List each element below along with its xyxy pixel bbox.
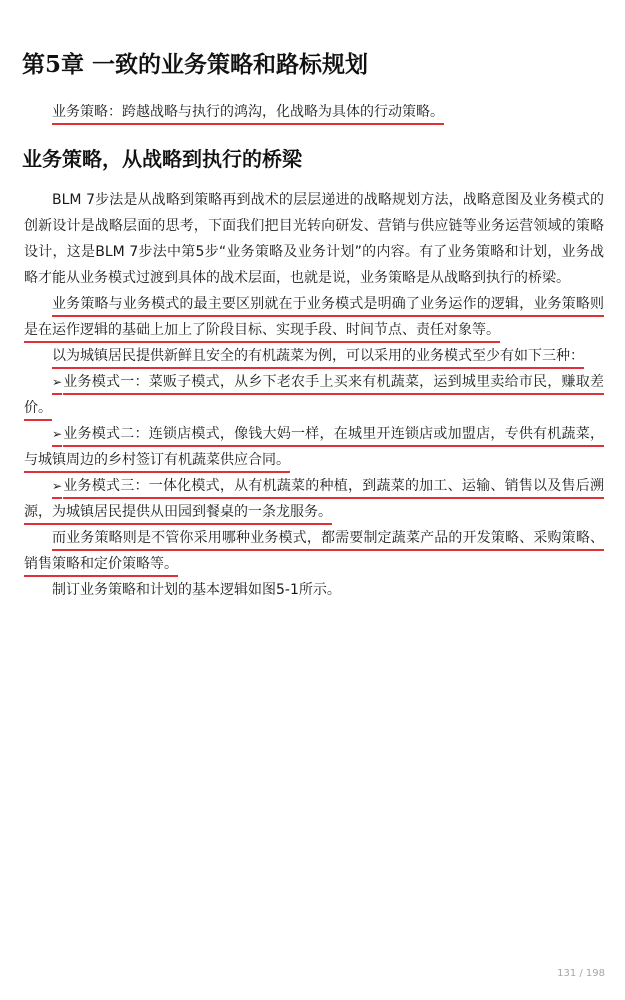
bullet-arrow-icon: ➢ [52, 427, 63, 441]
chapter-title: 第5章 一致的业务策略和路标规划 [22, 51, 369, 78]
bullet-arrow-icon: ➢ [52, 375, 63, 389]
paragraph: BLM 7步法是从战略到策略再到战术的层层递进的战略规划方法，战略意图及业务模式的创新设计是战略层面的思考，下面我们把目光转向研发、营销与供应链等业务运营领域的策略设计，这是BLM 7步法中第5步“业务策略及业务计划”的内容。有了业务策略和计划，业务战略才能从业务模式过渡到具体的战术层面，也就是说，业务策略是从战略到执行的桥梁。 [24, 192, 604, 286]
chapter-summary [52, 99, 444, 125]
paragraph [24, 291, 604, 343]
paragraph: 制订业务策略和计划的基本逻辑如图5-1所示。 [52, 582, 341, 598]
bullet-item [24, 421, 604, 473]
page-number: 131 / 198 [557, 968, 605, 979]
highlighted-text [24, 426, 604, 468]
bullet-text: 业务模式一：菜贩子模式，从乡下老农手上买来有机蔬菜，运到城里卖给市民，赚取差价。 [24, 374, 604, 416]
highlighted-text: 业务策略与业务模式的最主要区别就在于业务模式是明确了业务运作的逻辑，业务策略则是在运作逻辑的基础上加上了阶段目标、实现手段、时间节点、责任对象等。 [24, 296, 604, 338]
paragraph [24, 343, 604, 369]
bullet-text: 业务模式三：一体化模式，从有机蔬菜的种植，到蔬菜的加工、运输、销售以及售后溯源，为城镇居民提供从田园到餐桌的一条龙服务。 [24, 478, 604, 520]
highlighted-text [24, 478, 604, 520]
highlighted-text [24, 374, 604, 416]
highlighted-text: 而业务策略则是不管你采用哪种业务模式，都需要制定蔬菜产品的开发策略、采购策略、销售策略和定价策略等。 [24, 530, 604, 572]
bullet-item [24, 369, 604, 421]
bullet-text: 业务模式二：连锁店模式，像钱大妈一样，在城里开连锁店或加盟店，专供有机蔬菜，与城镇周边的乡村签订有机蔬菜供应合同。 [24, 426, 604, 468]
paragraph [24, 525, 604, 577]
bullet-item [24, 473, 604, 525]
highlighted-text: 以为城镇居民提供新鲜且安全的有机蔬菜为例，可以采用的业务模式至少有如下三种： [52, 348, 584, 364]
section-title: 业务策略，从战略到执行的桥梁 [22, 147, 302, 171]
body-text [24, 187, 604, 603]
bullet-arrow-icon: ➢ [52, 479, 63, 493]
summary-highlight: 业务策略：跨越战略与执行的鸿沟，化战略为具体的行动策略。 [52, 104, 444, 120]
